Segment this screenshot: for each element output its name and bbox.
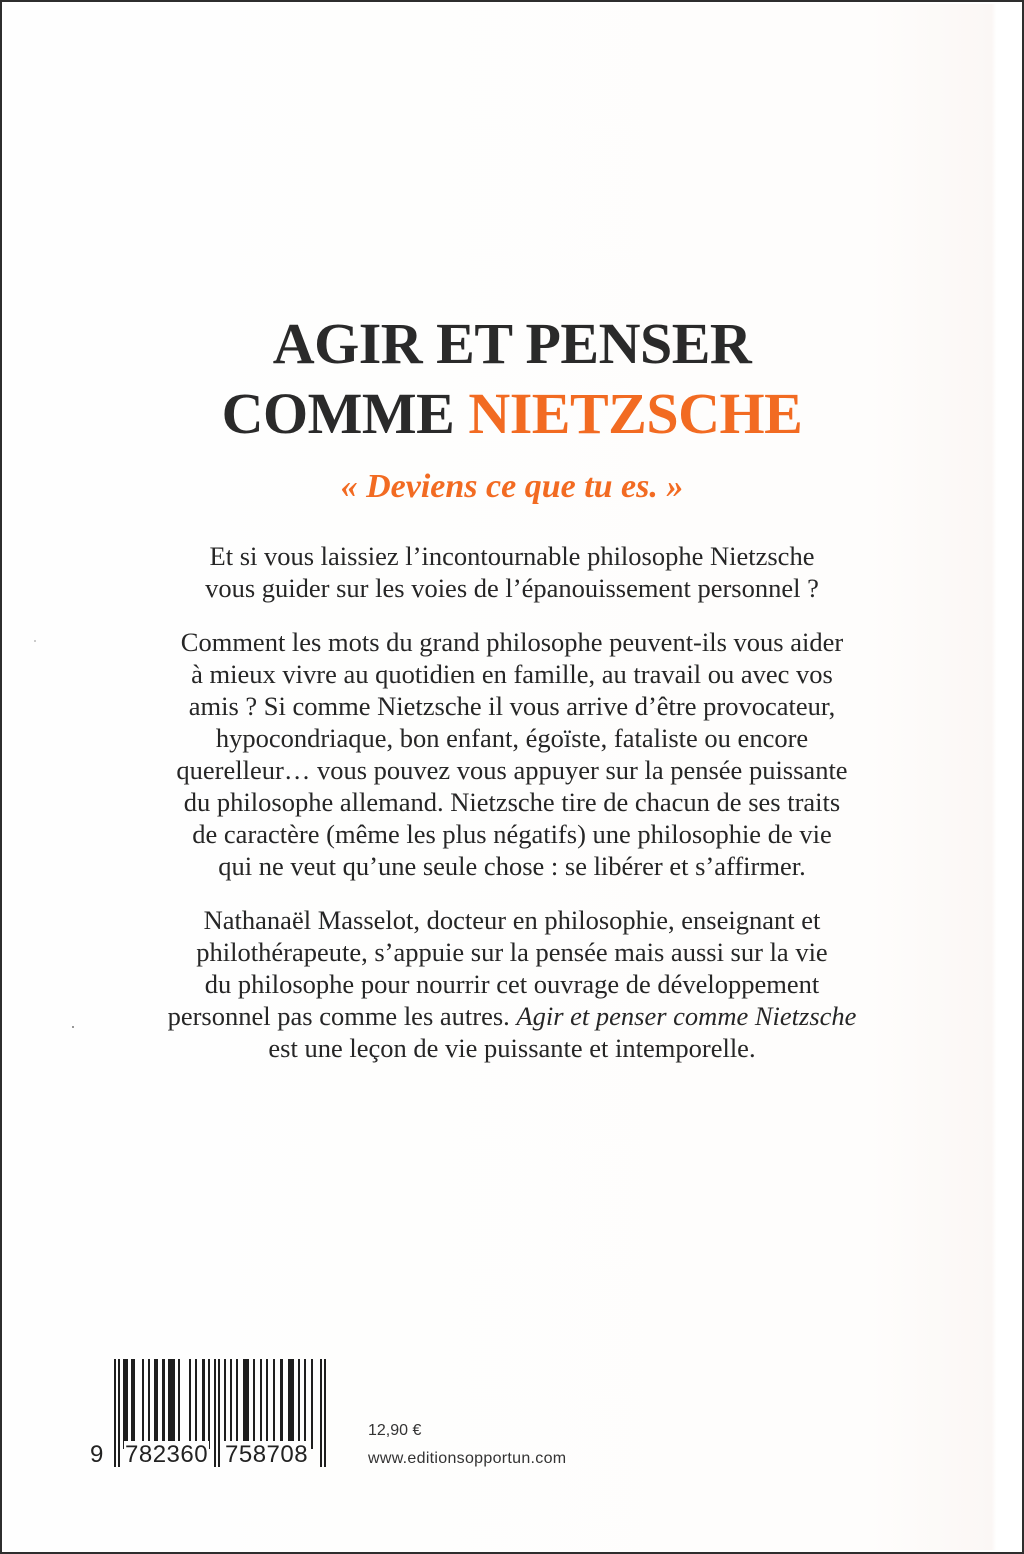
title-accent-nietzsche: NIETZSCHE [468,380,803,446]
text-line: à mieux vivre au quotidien en famille, au travail ou avec vos [191,659,833,689]
text-line: du philosophe allemand. Nietzsche tire de chacun de ses traits [183,787,841,817]
isbn-digit-group-2: 758708 [225,1441,309,1468]
print-speck [72,1026,74,1028]
text-line-prefix: personnel pas comme les autres. [167,1001,517,1031]
book-title [0,309,1024,449]
epigraph-quote: « Deviens ce que tu es. » [340,468,684,505]
text-line: de caractère (même les plus négatifs) une philosophie de vie [192,819,832,849]
title-line-1: AGIR ET PENSER [272,310,752,376]
blurb-paragraph-2 [130,626,894,882]
isbn-first-digit: 9 [90,1441,104,1468]
text-line [130,1000,894,1032]
publisher-website: www.editionsopportun.com [368,1450,567,1467]
text-line: hypocondriaque, bon enfant, égoïste, fataliste ou encore [215,723,809,753]
book-title-italic: Agir et penser comme Nietzsche [516,1001,857,1031]
text-line: amis ? Si comme Nietzsche il vous arrive d’être provocateur, [188,691,836,721]
title-line-2 [0,379,1024,449]
blurb-paragraph-1 [130,540,894,604]
print-speck [34,640,36,642]
text-line: vous guider sur les voies de l’épanouissement personnel ? [205,573,819,603]
blurb-paragraph-author [130,904,894,1064]
title-line-2-prefix: COMME [221,380,469,446]
text-line: philothérapeute, s’appuie sur la pensée mais aussi sur la vie [196,937,828,967]
text-line: du philosophe pour nourrir cet ouvrage de développement [204,969,820,999]
isbn-digit-group-1: 782360 [125,1441,209,1468]
text-line: Nathanaël Masselot, docteur en philosophie, enseignant et [203,905,821,935]
text-line: est une leçon de vie puissante et intemporelle. [268,1033,756,1063]
isbn-barcode [90,1359,352,1479]
price-label: 12,90 € [368,1422,422,1439]
text-line: Et si vous laissiez l’incontournable philosophe Nietzsche [209,541,815,571]
text-line: querelleur… vous pouvez vous appuyer sur la pensée puissante [176,755,848,785]
text-line: qui ne veut qu’une seule chose : se libérer et s’affirmer. [218,851,806,881]
text-line: Comment les mots du grand philosophe peuvent-ils vous aider [180,627,844,657]
